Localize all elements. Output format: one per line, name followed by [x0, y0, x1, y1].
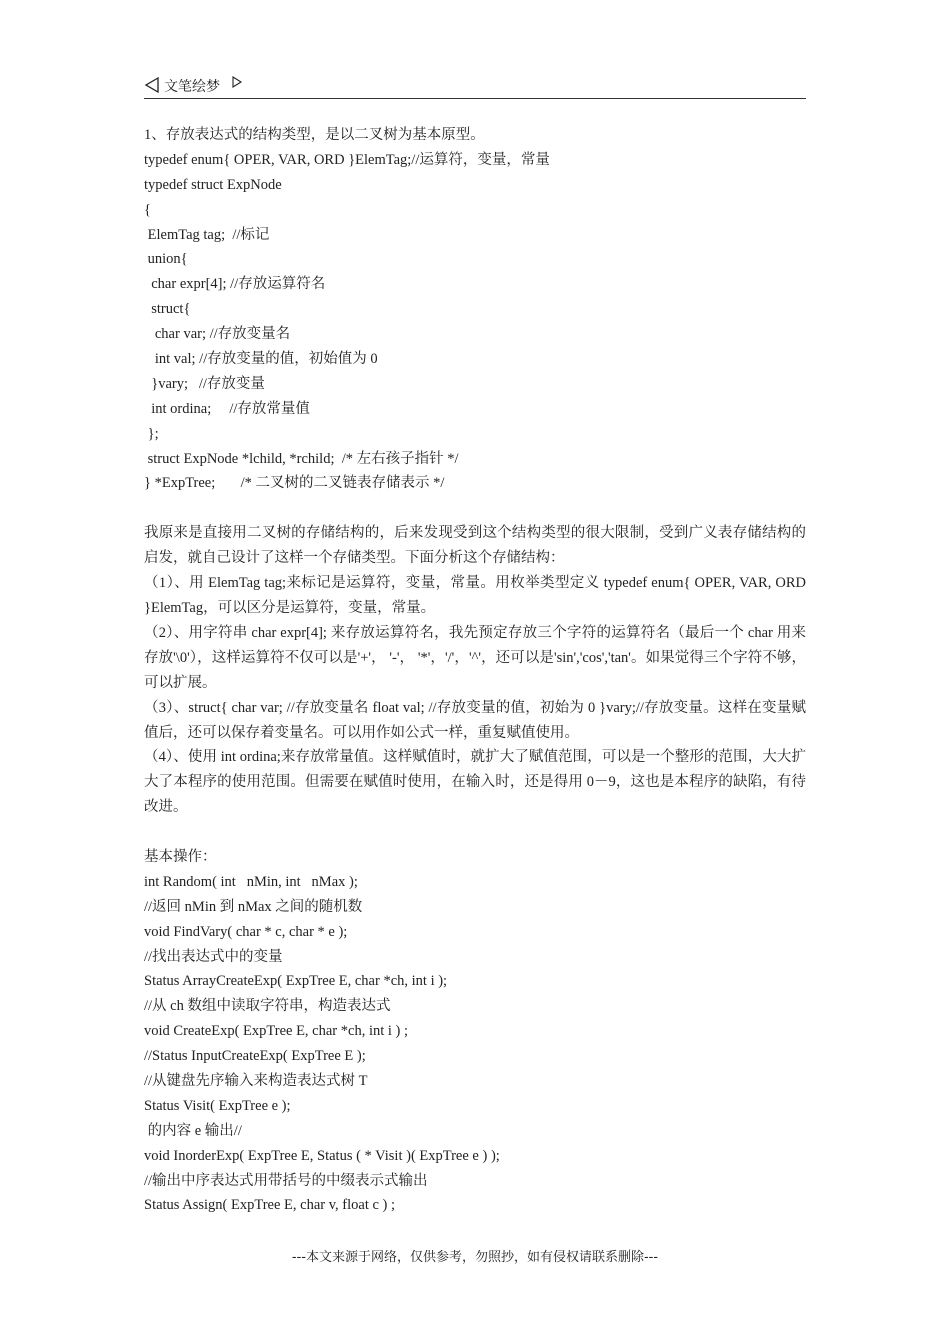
code-line: char expr[4]; //存放运算符名 [144, 276, 326, 293]
text-line: 1、存放表达式的结构类型，是以二叉树为基本原型。 [144, 127, 485, 143]
code-line: { [144, 201, 151, 218]
code-line: //返回 nMin 到 nMax 之间的随机数 [144, 898, 363, 915]
page-footer: ---本文来源于网络，仅供参考，勿照抄，如有侵权请联系删除--- [291, 1250, 659, 1265]
code-line: typedef struct ExpNode [144, 176, 282, 193]
code-line: int val; //存放变量的值，初始值为 0 [144, 351, 378, 368]
code-line: ElemTag tag; //标记 [144, 226, 270, 243]
code-line: } *ExpTree; /* 二叉树的二叉链表存储表示 */ [144, 475, 445, 492]
code-line: char var; //存放变量名 [144, 326, 291, 343]
code-line: void InorderExp( ExpTree E, Status ( * Visit )( ExpTree e ) ); [144, 1147, 500, 1164]
code-line: void CreateExp( ExpTree E, char *ch, int i ) ; [144, 1023, 409, 1040]
paragraph: 我原来是直接用二叉树的存储结构的，后来发现受到这个结构类型的很大限制，受到广义表存储结构的启发，就自己设计了这样一个存储类型。下面分析这个存储结构： [144, 525, 806, 567]
code-line: struct ExpNode *lchild, *rchild; /* 左右孩子指针 */ [144, 450, 459, 467]
header-title: 文笔绘梦 [164, 79, 220, 95]
code-line: int Random( int nMin, int nMax ); [144, 873, 358, 890]
document-body [144, 123, 806, 1218]
code-line: //Status InputCreateExp( ExpTree E ); [144, 1048, 366, 1065]
code-line: //输出中序表达式用带括号的中缀表示式输出 [144, 1172, 428, 1189]
code-line: Status Assign( ExpTree E, char v, float c ) ; [144, 1197, 396, 1214]
code-line: 的内容 e 输出// [144, 1122, 242, 1139]
spacer [144, 496, 806, 521]
paragraph: （2）、用字符串 char expr[4]; 来存放运算符名，我先预定存放三个字符的运算符名（最后一个 char 用来存放'\0'），这样运算符不仅可以是'+'， '-'， '*'，'/'，'^'，还可以是'sin','cos','tan'。如果觉得三个字符不够，可以扩展。 [144, 624, 806, 691]
code-line: //从键盘先序输入来构造表达式树 T [144, 1073, 368, 1090]
paragraph: （3）、struct{ char var; //存放变量名 float val; //存放变量的值，初始为 0 }vary;//存放变量。这样在变量赋值后，还可以保存着变量名。可以用作如公式一样，重复赋值使用。 [144, 699, 806, 741]
page-header [144, 74, 806, 99]
triangle-left-icon [144, 77, 160, 93]
code-line: void FindVary( char * c, char * e ); [144, 923, 348, 940]
analysis-section [144, 521, 806, 820]
paragraph: （4）、使用 int ordina;来存放常量值。这样赋值时，就扩大了赋值范围，可以是一个整形的范围，大大扩大了本程序的使用范围。但需要在赋值时使用，在输入时，还是得用 0－9，这也是本程序的缺陷，有待改进。 [144, 749, 806, 816]
struct-definition-section [144, 123, 806, 496]
code-line: //找出表达式中的变量 [144, 948, 283, 965]
operations-section [144, 845, 806, 1218]
spacer [144, 820, 806, 845]
code-line: Status ArrayCreateExp( ExpTree E, char *ch, int i ); [144, 973, 448, 990]
triangle-right-icon [231, 76, 243, 88]
code-line: Status Visit( ExpTree e ); [144, 1097, 291, 1114]
paragraph: （1）、用 ElemTag tag;来标记是运算符，变量，常量。用枚举类型定义 typedef enum{ OPER, VAR, ORD }ElemTag，可以区分是运算符，变量，常量。 [144, 575, 806, 616]
text-line: 基本操作： [144, 849, 217, 866]
code-line: union{ [144, 251, 188, 268]
code-line: typedef enum{ OPER, VAR, ORD }ElemTag;//运算符，变量，常量 [144, 151, 550, 168]
code-line: }; [144, 425, 159, 442]
code-line: int ordina; //存放常量值 [144, 400, 310, 417]
code-line: struct{ [144, 301, 191, 318]
code-line: //从 ch 数组中读取字符串，构造表达式 [144, 998, 391, 1015]
code-line: }vary; //存放变量 [144, 375, 265, 392]
